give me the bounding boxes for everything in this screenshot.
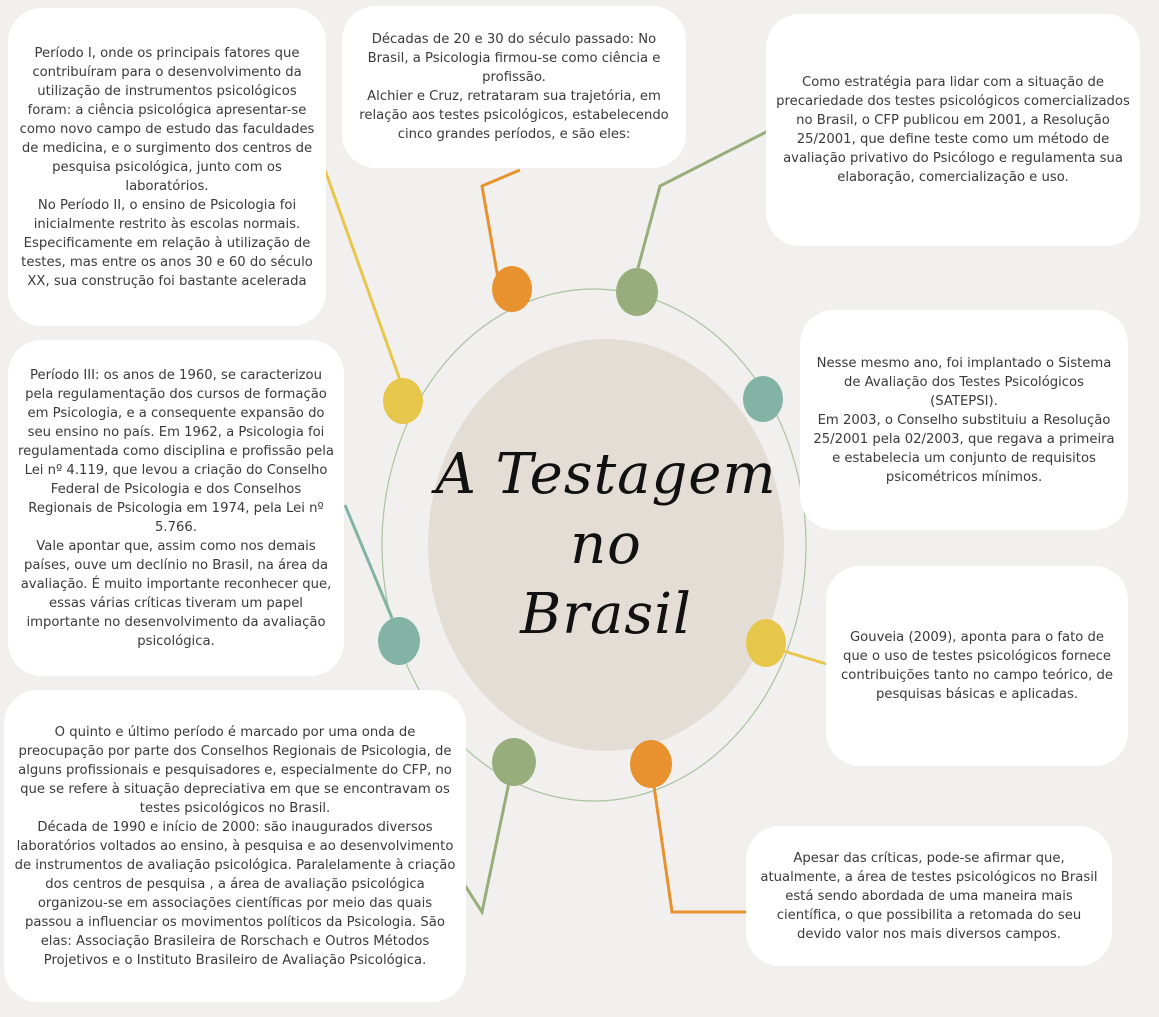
node-mid-right	[800, 310, 1128, 530]
dot-top-orange	[492, 266, 532, 312]
dot-bottom-green	[492, 738, 536, 786]
dot-left-yellow	[383, 378, 423, 424]
dot-top-green	[616, 268, 658, 316]
node-mid-left-text: Período III: os anos de 1960, se caracterizou pela regulamentação dos cursos de formação em Psicologia, e a consequente expansão do seu ensino no país. Em 1962, a Psicologia foi regulamentada como disciplina e profissão pela Lei nº 4.119, que levou a criação do Conselho Federal de Psicologia e dos Conselhos Regionais de Psicologia em 1974, pela Lei nº 5.766. Vale apontar que, assim como nos demais países, ouve um declínio no Brasil, na área da avaliação. É muito importante reconhecer que, essas várias críticas tiveram um papel importante no desenvolvimento da avaliação psicológica.	[18, 367, 335, 649]
connector-lower-right	[780, 650, 830, 665]
node-top-right-text: Como estratégia para lidar com a situação de precariedade dos testes psicológicos comercializados no Brasil, o CFP publicou em 2001, a Resolução 25/2001, que define teste como um método de avaliação privativo do Psicólogo e regulamenta sua elaboração, comercialização e uso.	[776, 75, 1130, 185]
node-top-left	[8, 8, 326, 326]
dot-left-teal	[378, 617, 420, 665]
node-mid-right-text: Nesse mesmo ano, foi implantado o Sistema de Avaliação dos Testes Psicológicos (SATEPSI). Em 2003, o Conselho substituiu a Resolução 25/2001 pela 02/2003, que regava a primeira e estabelecia um conjunto de requisitos psicométricos mínimos.	[813, 355, 1115, 485]
node-bottom-left-text: O quinto e último período é marcado por uma onda de preocupação por parte dos Conselhos Regionais de Psicologia, de alguns profissionais e pesquisadores e, especialmente do CFP, no que se refere à situação depreciativa em que se encontravam os testes psicológicos no Brasil. Década de 1990 e início de 2000: são inaugurados diversos laboratórios voltados ao ensino, à pesquisa e ao desenvolvimento de instrumentos de avaliação psicológica. Paralelamente à criação dos centros de pesquisa , a área de avaliação psicológica organizou-se em associações científicas por meio das quais passou a influenciar os movimentos políticos da Psicologia. São elas: Associação Brasileira de Rorschach e Outros Métodos Projetivos e o Instituto Brasileiro de Avaliação Psicológica.	[14, 724, 456, 968]
center-title: A Testagem no Brasil	[435, 442, 777, 647]
dot-bottom-orange	[630, 740, 672, 788]
node-lower-right-text: Gouveia (2009), aponta para o fato de que o uso de testes psicológicos fornece contribuições tanto no campo teórico, de pesquisas básicas e aplicadas.	[841, 630, 1113, 702]
connector-mid-left	[345, 505, 392, 618]
node-top-text: Décadas de 20 e 30 do século passado: No Brasil, a Psicologia firmou-se como ciência e profissão. Alchier e Cruz, retrataram sua trajetória, em relação aos testes psicológicos, estabelecendo cinco grandes períodos, e são eles:	[359, 32, 669, 142]
node-top-left-text: Período I, onde os principais fatores que contribuíram para o desenvolvimento da utilização de instrumentos psicológicos foram: a ciência psicológica apresentar-se como novo campo de estudo das faculdades de medicina, e o surgimento dos centros de pesquisa psicológica, junto com os laboratórios. No Período II, o ensino de Psicologia foi inicialmente restrito às escolas normais. Especificamente em relação à utilização de testes, mas entre os anos 30 e 60 do século XX, sua construção foi bastante acelerada	[19, 45, 315, 289]
dot-right-yellow	[746, 619, 786, 667]
node-top	[342, 6, 686, 168]
connector-bottom-right	[654, 786, 748, 912]
connector-top-left	[325, 170, 400, 380]
node-mid-left	[8, 340, 344, 676]
dot-right-teal	[743, 376, 783, 422]
node-top-right	[766, 14, 1140, 246]
node-bottom-right	[746, 826, 1112, 966]
node-bottom-left	[4, 690, 466, 1002]
hub-circle	[428, 339, 784, 751]
node-bottom-right-text: Apesar das críticas, pode-se afirmar que, atualmente, a área de testes psicológicos no Brasil está sendo abordada de uma maneira mais científica, o que possibilita a retomada do seu devido valor nos mais diversos campos.	[760, 850, 1098, 942]
node-lower-right	[826, 566, 1128, 766]
